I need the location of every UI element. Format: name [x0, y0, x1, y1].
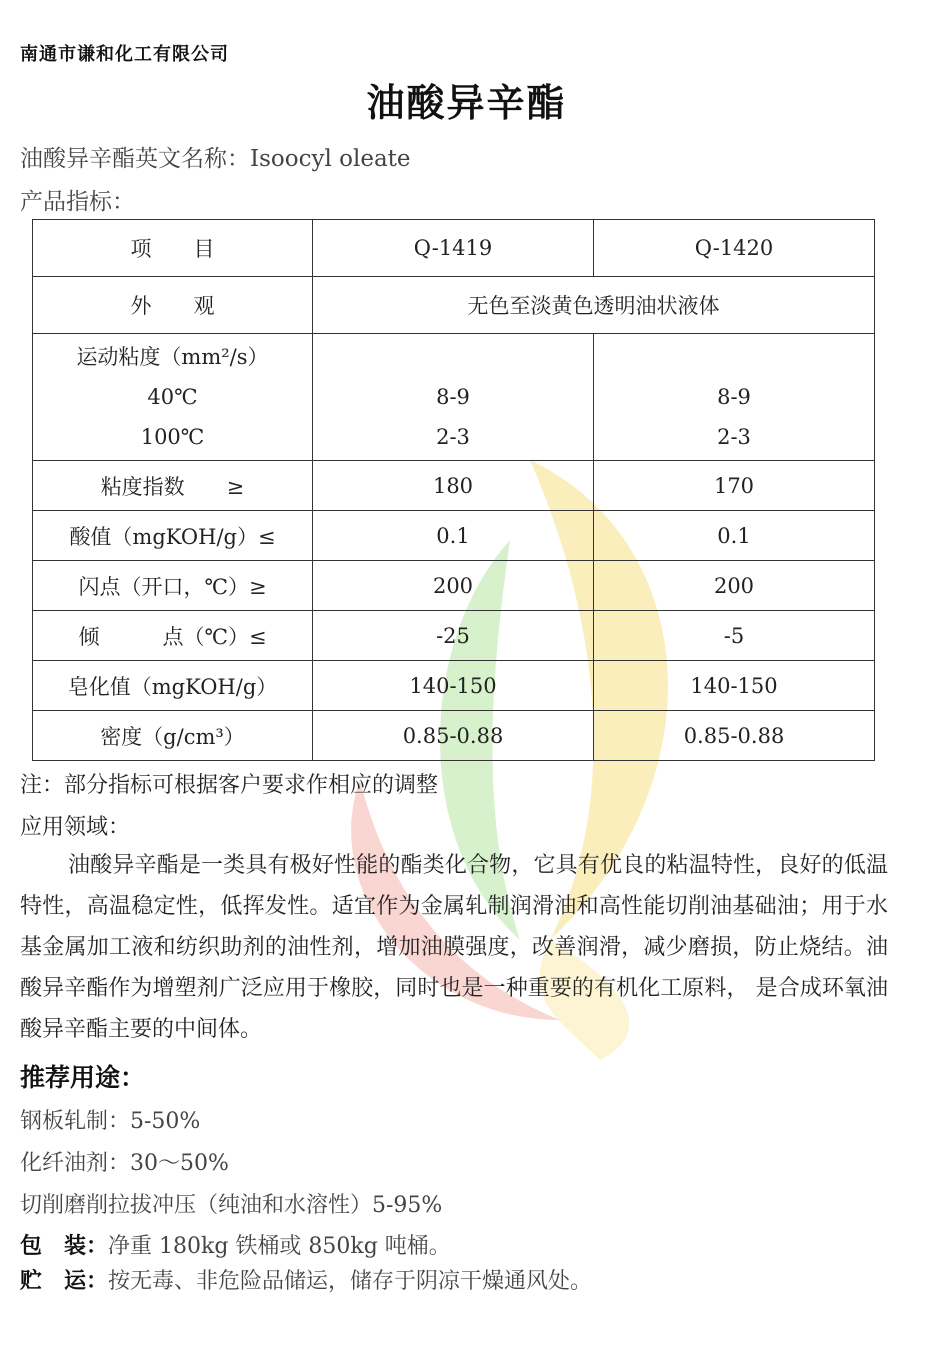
row-value: -25	[313, 611, 594, 661]
transport-line	[20, 1264, 592, 1295]
row-value: 0.1	[313, 511, 594, 561]
table-row	[33, 461, 875, 511]
use-item: 钢板轧制：5-50%	[20, 1109, 201, 1134]
english-name-line: 油酸异辛酯英文名称：Isoocyl oleate	[20, 146, 411, 172]
application-heading: 应用领域：	[20, 815, 131, 840]
page-title: 油酸异辛酯	[366, 80, 567, 125]
viscosity-value: 2-3	[717, 425, 751, 449]
row-label: 皂化值（mgKOH/g）	[33, 661, 313, 711]
table-row	[33, 334, 875, 461]
table-row	[33, 661, 875, 711]
header-item: 项 目	[33, 220, 313, 277]
application-paragraph: 油酸异辛酯是一类具有极好性能的酯类化合物，它具有优良的粘温特性，良好的低温特性，高温稳定性，低挥发性。适宜作为金属轧制润滑油和高性能切削油基础油；用于水基金属加工液和纺织助剂的油性剂，增加油膜强度，改善润滑，减少磨损，防止烧结。油酸异辛酯作为增塑剂广泛应用于橡胶，同时也是一种重要的有机化工原料， 是合成环氧油酸异辛酯主要的中间体。	[20, 853, 888, 1042]
row-label: 粘度指数 ≥	[33, 461, 313, 511]
row-value: 200	[594, 561, 875, 611]
packing-label: 包 装：	[20, 1233, 109, 1259]
row-label: 密度（g/cm³）	[33, 711, 313, 761]
row-value: 180	[313, 461, 594, 511]
spec-table	[32, 219, 875, 761]
viscosity-value: 8-9	[717, 385, 751, 409]
use-item: 化纤油剂：30～50%	[20, 1151, 229, 1176]
header-q1420: Q-1420	[594, 220, 875, 277]
use-item: 切削磨削拉拔冲压（纯油和水溶性）5-95%	[20, 1193, 443, 1218]
viscosity-temp: 40℃	[147, 385, 198, 409]
viscosity-value: 2-3	[436, 425, 470, 449]
header-q1419: Q-1419	[313, 220, 594, 277]
row-value: 0.85-0.88	[313, 711, 594, 761]
viscosity-temp: 100℃	[140, 425, 205, 449]
viscosity-value: 8-9	[436, 385, 470, 409]
row-value: 140-150	[594, 661, 875, 711]
packing-line	[20, 1229, 451, 1260]
table-row	[33, 611, 875, 661]
row-value: 170	[594, 461, 875, 511]
appearance-value: 无色至淡黄色透明油状液体	[313, 277, 875, 334]
row-value: 0.1	[594, 511, 875, 561]
row-value: -5	[594, 611, 875, 661]
table-row	[33, 511, 875, 561]
row-label: 闪点（开口，℃）≥	[33, 561, 313, 611]
table-header-row	[33, 220, 875, 277]
company-name: 南通市谦和化工有限公司	[20, 44, 229, 65]
row-label: 倾 点（℃）≤	[33, 611, 313, 661]
table-row	[33, 277, 875, 334]
row-value: 140-150	[313, 661, 594, 711]
note-text: 注：部分指标可根据客户要求作相应的调整	[20, 773, 439, 798]
table-row	[33, 561, 875, 611]
transport-text: 按无毒、非危险品储运，储存于阴凉干燥通风处。	[108, 1269, 593, 1294]
spec-heading: 产品指标：	[20, 189, 135, 215]
packing-text: 净重 180kg 铁桶或 850kg 吨桶。	[108, 1234, 451, 1259]
row-label: 酸值（mgKOH/g）≤	[33, 511, 313, 561]
viscosity-label: 运动粘度（mm²/s）	[76, 345, 269, 369]
row-value: 200	[313, 561, 594, 611]
table-row	[33, 711, 875, 761]
transport-label: 贮 运：	[20, 1268, 109, 1294]
row-value: 0.85-0.88	[594, 711, 875, 761]
appearance-label: 外 观	[33, 277, 313, 334]
recommended-heading: 推荐用途：	[20, 1063, 146, 1092]
